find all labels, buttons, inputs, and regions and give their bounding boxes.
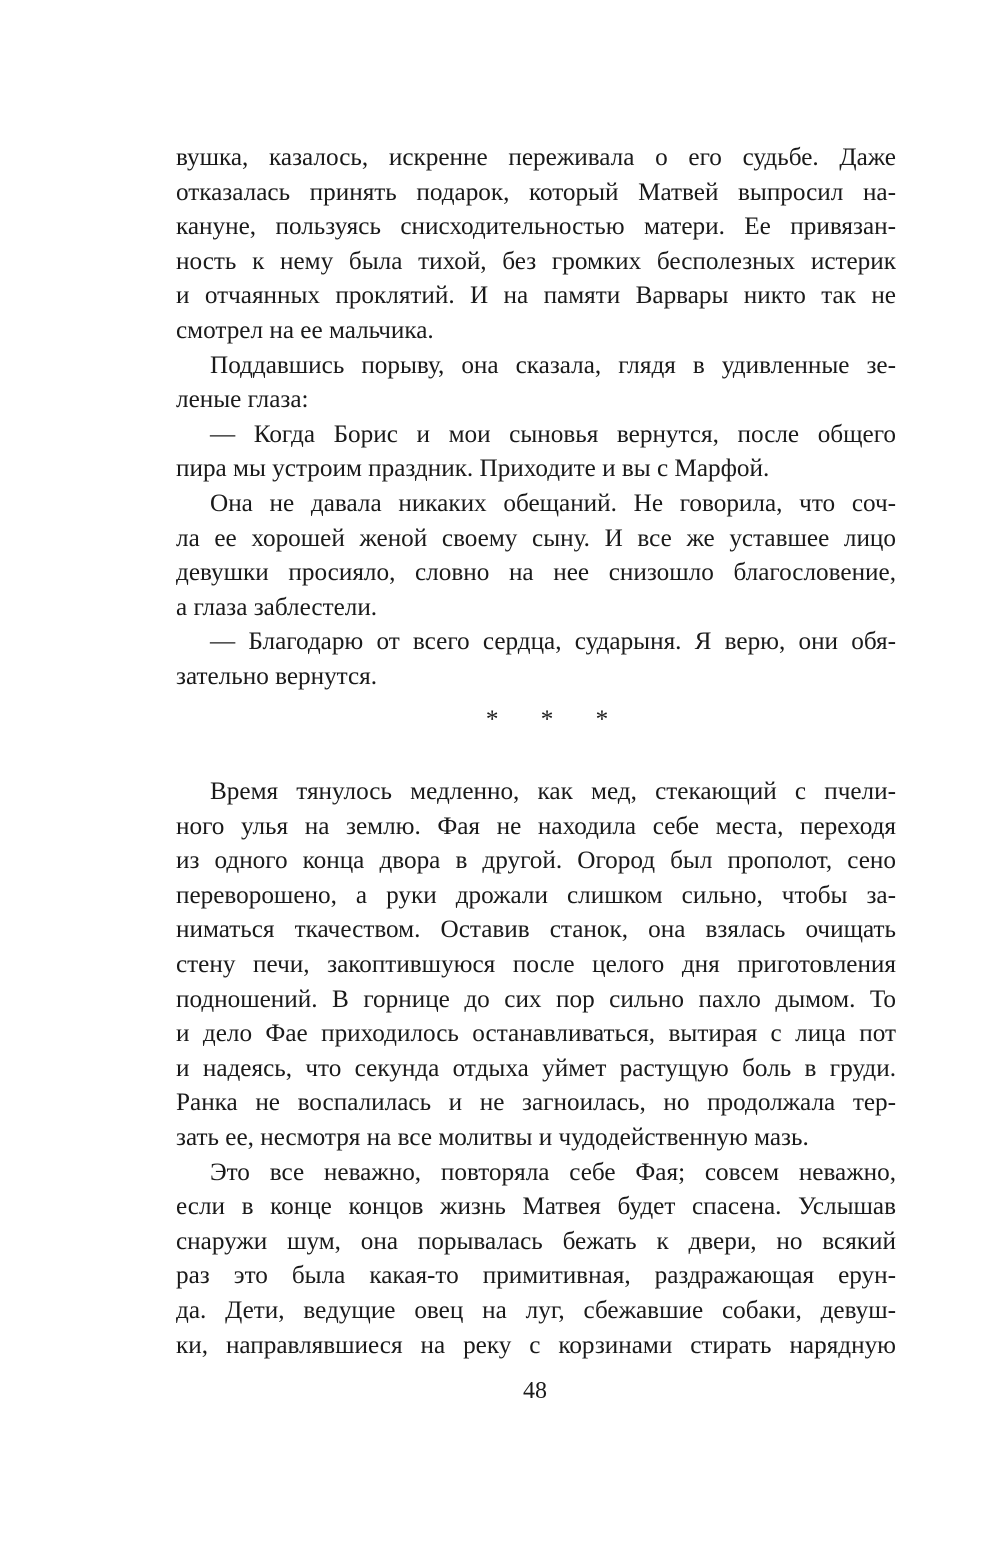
text-line: если в конце концов жизнь Матвея будет спасена. Услышав	[176, 1193, 896, 1221]
text-line: ки, направлявшиеся на реку с корзинами стирать нарядную	[176, 1331, 896, 1359]
text-line: вушка, казалось, искренне переживала о его судьбе. Даже	[176, 144, 896, 171]
paragraph	[176, 418, 896, 487]
text-line: девушки просияло, словно на нее снизошло благословение,	[176, 559, 896, 587]
text-line: подношений. В горнице до сих пор сильно пахло дымом. То	[176, 985, 896, 1013]
text-line: и дело Фае приходилось останавливаться, вытирая с лица пот	[176, 1020, 896, 1048]
page-number: 48	[523, 1378, 547, 1404]
text-line: Поддавшись порыву, она сказала, глядя в удивленные зе-	[210, 351, 896, 379]
text-line: и надеясь, что секунда отдыха уймет растущую боль в груди.	[176, 1054, 896, 1082]
text-line: ла ее хорошей женой своему сыну. И все же уставшее лицо	[176, 524, 896, 552]
paragraph	[176, 141, 896, 349]
text-line: зать ее, несмотря на все молитвы и чудодейственную мазь.	[176, 1124, 809, 1152]
text-line: зательно вернутся.	[176, 662, 378, 690]
text-line: снаружи шум, она порывалась бежать к двери, но всякий	[176, 1227, 896, 1255]
text-section-after	[176, 775, 896, 1363]
text-line: кануне, пользуясь снисходительностью матери. Ее привязан-	[176, 213, 896, 241]
text-line: ного улья на землю. Фая не находила себе места, переходя	[176, 812, 896, 840]
paragraph	[176, 625, 896, 694]
text-line: раз это была какая-то примитивная, раздражающая ерун-	[176, 1262, 896, 1290]
text-line: леные глаза:	[176, 386, 309, 414]
text-line: переворошено, а руки дрожали слишком сильно, чтобы за-	[176, 881, 896, 909]
text-line: Это все неважно, повторяла себе Фая; совсем неважно,	[210, 1158, 896, 1186]
paragraph	[176, 1156, 896, 1364]
page-body	[176, 141, 896, 1363]
text-line: отказалась принять подарок, который Матвей выпросил на-	[176, 178, 896, 206]
text-line: Время тянулось медленно, как мед, стекающий с пчели-	[210, 778, 896, 806]
text-line: — Когда Борис и мои сыновья вернутся, после общего	[210, 420, 896, 448]
text-line: а глаза заблестели.	[176, 593, 378, 621]
text-line: смотрел на ее мальчика.	[176, 316, 434, 344]
text-line: ниматься ткачеством. Оставив станок, она взялась очищать	[176, 916, 896, 944]
paragraph	[176, 775, 896, 1156]
section-separator: * * *	[485, 705, 627, 733]
text-line: — Благодарю от всего сердца, сударыня. Я верю, они обя-	[210, 628, 896, 656]
text-section-before	[176, 141, 896, 695]
text-line: Она не давала никаких обещаний. Не говорила, что соч-	[210, 489, 896, 517]
text-line: Ранка не воспалилась и не загноилась, но продолжала тер-	[176, 1089, 896, 1117]
text-line: да. Дети, ведущие овец на луг, сбежавшие собаки, девуш-	[176, 1297, 896, 1324]
paragraph	[176, 349, 896, 418]
text-line: и отчаянных проклятий. И на памяти Варвары никто так не	[176, 282, 896, 310]
text-line: пира мы устроим праздник. Приходите и вы с Марфой.	[176, 455, 770, 483]
text-line: стену печи, закоптившуюся после целого дня приготовления	[176, 951, 896, 979]
paragraph	[176, 487, 896, 625]
text-line: из одного конца двора в другой. Огород был прополот, сено	[176, 847, 896, 875]
text-line: ность к нему была тихой, без громких бесполезных истерик	[176, 247, 896, 275]
